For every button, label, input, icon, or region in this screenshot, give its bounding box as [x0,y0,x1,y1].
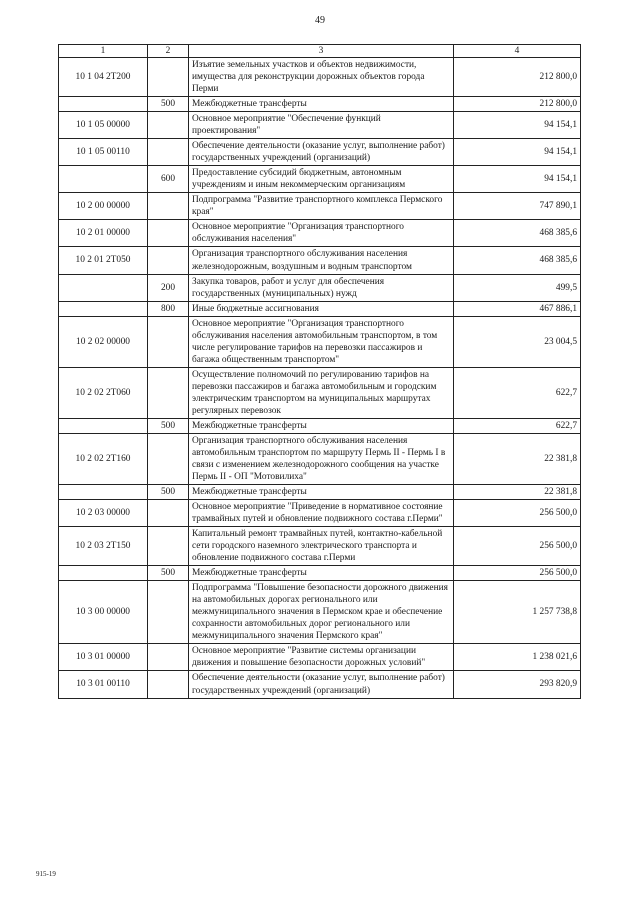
table-row [59,644,581,671]
table-row [59,247,581,274]
amount-cell: 467 886,1 [454,301,581,316]
expense-type-cell: 500 [148,418,189,433]
description-cell: Обеспечение деятельности (оказание услуг, выполнение работ) государственных учреждений (организаций) [189,139,454,166]
description-cell: Предоставление субсидий бюджетным, автономным учреждениям и иным некоммерческим организациям [189,166,454,193]
expense-type-cell: 500 [148,97,189,112]
amount-cell: 256 500,0 [454,566,581,581]
table-row [59,581,581,644]
code-cell: 10 1 05 00110 [59,139,148,166]
expense-type-cell: 500 [148,566,189,581]
code-cell: 10 2 00 00000 [59,193,148,220]
description-cell: Подпрограмма "Повышение безопасности дорожного движения на автомобильных дорогах регионального или межмуниципального значения в Пермском крае и обеспечение сохранности автомобильных дорог регионального или межмуниципального значения Пермского края" [189,581,454,644]
code-cell [59,97,148,112]
description-cell: Основное мероприятие "Развитие системы организации движения и повышение безопасности дорожных условий" [189,644,454,671]
table-row [59,500,581,527]
expense-type-cell [148,112,189,139]
column-header-2: 2 [148,45,189,58]
description-cell: Основное мероприятие "Обеспечение функций проектирования" [189,112,454,139]
amount-cell: 22 381,8 [454,433,581,484]
amount-cell: 94 154,1 [454,139,581,166]
amount-cell: 212 800,0 [454,97,581,112]
description-cell: Основное мероприятие "Организация транспортного обслуживания населения" [189,220,454,247]
table-body [59,58,581,699]
amount-cell: 212 800,0 [454,58,581,97]
column-header-1: 1 [59,45,148,58]
expense-type-cell [148,193,189,220]
expense-type-cell [148,433,189,484]
code-cell: 10 2 02 2Т060 [59,367,148,418]
expense-type-cell: 600 [148,166,189,193]
code-cell [59,274,148,301]
code-cell: 10 2 01 2Т050 [59,247,148,274]
code-cell: 10 3 01 00000 [59,644,148,671]
description-cell: Иные бюджетные ассигнования [189,301,454,316]
expense-type-cell [148,644,189,671]
amount-cell: 293 820,9 [454,671,581,698]
description-cell: Межбюджетные трансферты [189,566,454,581]
table-row [59,301,581,316]
footer-document-code: 915-19 [36,870,56,878]
page-number: 49 [315,15,325,26]
description-cell: Капитальный ремонт трамвайных путей, контактно-кабельной сети городского наземного электрического транспорта и обновление подвижного состава г.Перми [189,527,454,566]
amount-cell: 468 385,6 [454,247,581,274]
code-cell: 10 1 04 2Т200 [59,58,148,97]
expense-type-cell: 200 [148,274,189,301]
amount-cell: 747 890,1 [454,193,581,220]
amount-cell: 1 257 738,8 [454,581,581,644]
expense-type-cell: 800 [148,301,189,316]
expense-type-cell [148,58,189,97]
amount-cell: 23 004,5 [454,316,581,367]
description-cell: Основное мероприятие "Приведение в нормативное состояние трамвайных путей и обновление подвижного состава г.Перми" [189,500,454,527]
amount-cell: 94 154,1 [454,166,581,193]
description-cell: Основное мероприятие "Организация транспортного обслуживания населения автомобильным транспортом, в том числе регулирование тарифов на перевозки пассажиров и багажа общественным транспортом" [189,316,454,367]
code-cell: 10 2 03 00000 [59,500,148,527]
code-cell [59,166,148,193]
expense-type-cell: 500 [148,485,189,500]
amount-cell: 468 385,6 [454,220,581,247]
table-row [59,367,581,418]
code-cell [59,566,148,581]
code-cell: 10 2 01 00000 [59,220,148,247]
amount-cell: 622,7 [454,418,581,433]
table-row [59,433,581,484]
table-row [59,166,581,193]
code-cell: 10 3 00 00000 [59,581,148,644]
description-cell: Изъятие земельных участков и объектов недвижимости, имущества для реконструкции дорожных объектов города Перми [189,58,454,97]
amount-cell: 94 154,1 [454,112,581,139]
code-cell [59,418,148,433]
amount-cell: 1 238 021,6 [454,644,581,671]
expense-type-cell [148,671,189,698]
expense-type-cell [148,527,189,566]
table-row [59,274,581,301]
code-cell [59,301,148,316]
table-row [59,193,581,220]
budget-table-container [58,44,580,699]
description-cell: Подпрограмма "Развитие транспортного комплекса Пермского края" [189,193,454,220]
table-row [59,220,581,247]
description-cell: Организация транспортного обслуживания населения железнодорожным, воздушным и водным транспортом [189,247,454,274]
code-cell: 10 2 02 2Т160 [59,433,148,484]
code-cell: 10 2 03 2Т150 [59,527,148,566]
amount-cell: 499,5 [454,274,581,301]
description-cell: Осуществление полномочий по регулированию тарифов на перевозки пассажиров и багажа автомобильным и городским электрическим транспортом на муниципальных маршрутах регулярных перевозок [189,367,454,418]
table-row [59,566,581,581]
expense-type-cell [148,367,189,418]
expense-type-cell [148,247,189,274]
code-cell: 10 1 05 00000 [59,112,148,139]
table-row [59,316,581,367]
table-row [59,58,581,97]
code-cell [59,485,148,500]
description-cell: Организация транспортного обслуживания населения автомобильным транспортом по маршруту Пермь II - Пермь I в связи с изменением железнодорожного сообщения на участке Пермь II - ОП "Мотовилиха" [189,433,454,484]
amount-cell: 22 381,8 [454,485,581,500]
description-cell: Межбюджетные трансферты [189,418,454,433]
table-row [59,418,581,433]
code-cell: 10 2 02 00000 [59,316,148,367]
column-header-4: 4 [454,45,581,58]
expense-type-cell [148,316,189,367]
description-cell: Межбюджетные трансферты [189,97,454,112]
table-row [59,139,581,166]
amount-cell: 256 500,0 [454,500,581,527]
description-cell: Закупка товаров, работ и услуг для обеспечения государственных (муниципальных) нужд [189,274,454,301]
budget-table [58,44,581,699]
code-cell: 10 3 01 00110 [59,671,148,698]
expense-type-cell [148,581,189,644]
amount-cell: 256 500,0 [454,527,581,566]
description-cell: Обеспечение деятельности (оказание услуг, выполнение работ) государственных учреждений (организаций) [189,671,454,698]
table-row [59,112,581,139]
table-header-row [59,45,581,58]
table-row [59,485,581,500]
amount-cell: 622,7 [454,367,581,418]
expense-type-cell [148,500,189,527]
column-header-3: 3 [189,45,454,58]
table-row [59,97,581,112]
expense-type-cell [148,139,189,166]
description-cell: Межбюджетные трансферты [189,485,454,500]
table-row [59,527,581,566]
expense-type-cell [148,220,189,247]
table-row [59,671,581,698]
